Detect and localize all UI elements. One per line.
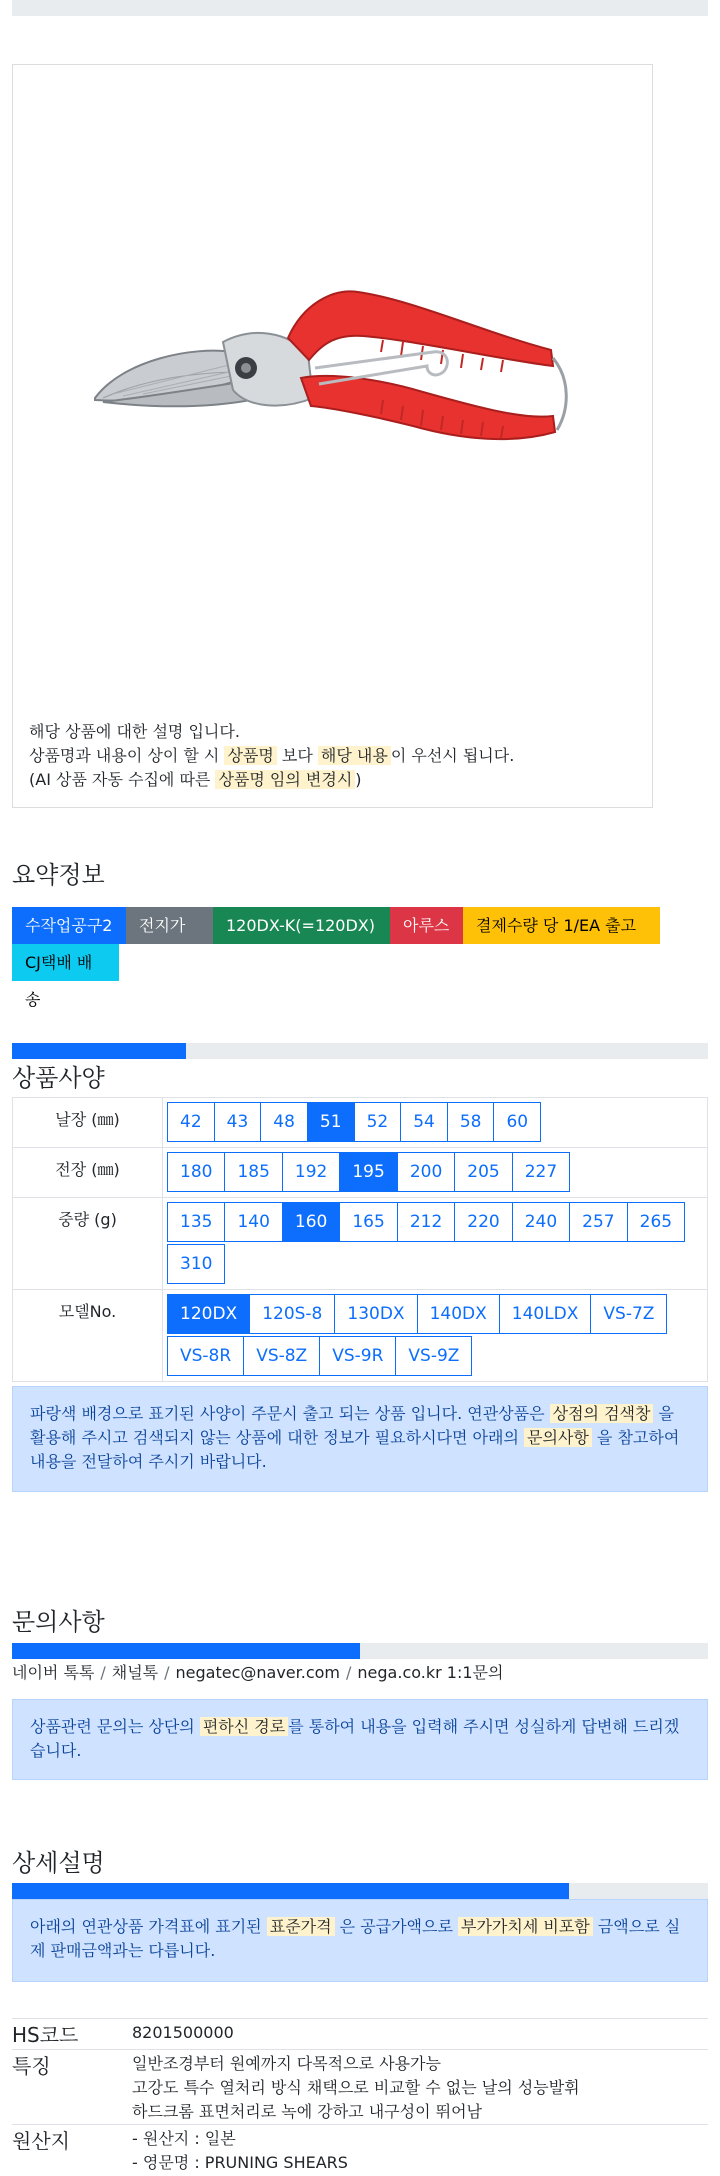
spec-option-button[interactable]: 180 [167,1152,225,1192]
spec-option-button[interactable]: 48 [260,1102,308,1142]
spec-label: 모델No. [13,1290,163,1382]
inquiry-link[interactable]: nega.co.kr 1:1문의 [357,1663,504,1682]
spec-option-button[interactable]: 120DX [167,1294,250,1334]
highlight-vat-excluded: 부가가치세 비포함 [458,1917,593,1936]
spec-option-button[interactable]: 257 [569,1202,627,1242]
product-image-card [12,64,653,808]
spec-option-button[interactable]: 43 [214,1102,262,1142]
detail-info-line: 고강도 특수 열처리 방식 채택으로 비교할 수 없는 날의 성능발휘 [132,2078,580,2097]
spec-option-button[interactable]: VS-8R [167,1336,244,1376]
detail-info-row [12,2124,708,2176]
spec-row [13,1290,708,1382]
detail-info-key: 원산지 [12,2129,70,2153]
summary-badge: 전지가위 [126,907,213,944]
breadcrumb-separator: / [164,1663,170,1682]
spec-option-button[interactable]: 200 [397,1152,455,1192]
top-progress-bar [12,0,708,16]
spec-option-button[interactable]: VS-7Z [590,1294,667,1334]
spec-table [12,1097,708,1382]
highlight-content: 해당 내용 [318,746,391,765]
highlight-inquiry: 문의사항 [524,1428,592,1447]
spec-title: 상품사양 [12,1064,105,1092]
inquiry-links [12,1660,503,1683]
spec-label: 날장 (㎜) [13,1098,163,1148]
spec-option-button[interactable]: 195 [339,1152,397,1192]
inquiry-link[interactable]: 네이버 톡톡 [12,1663,95,1682]
spec-options [163,1198,708,1290]
spec-option-button[interactable]: 51 [307,1102,355,1142]
spec-option-button[interactable]: 60 [493,1102,541,1142]
detail-progress-fill [12,1883,569,1899]
highlight-name-change: 상품명 임의 변경시 [215,770,355,789]
spec-option-button[interactable]: VS-9Z [395,1336,472,1376]
spec-option-button[interactable]: 192 [282,1152,340,1192]
detail-info-line: 하드크롬 표면처리로 녹에 강하고 내구성이 뛰어남 [132,2102,483,2121]
detail-info-line: 일반조경부터 원예까지 다목적으로 사용가능 [132,2054,441,2073]
summary-badge: CJ택배 배송 [12,944,119,981]
spec-option-button[interactable]: 54 [400,1102,448,1142]
spec-options [163,1098,708,1148]
spec-progress-bar [12,1043,708,1059]
detail-progress-bar [12,1883,708,1899]
detail-info-row [12,2049,708,2124]
spec-option-button[interactable]: 140LDX [499,1294,592,1334]
spec-label: 중량 (g) [13,1198,163,1290]
detail-info-line: - 원산지 : 일본 [132,2129,236,2148]
spec-option-button[interactable]: 120S-8 [249,1294,335,1334]
spec-option-button[interactable]: VS-9R [319,1336,396,1376]
spec-option-button[interactable]: 240 [512,1202,570,1242]
spec-option-button[interactable]: 227 [512,1152,570,1192]
spec-option-button[interactable]: 135 [167,1202,225,1242]
spec-option-button[interactable]: VS-8Z [243,1336,320,1376]
detail-info-line: - 영문명 : PRUNING SHEARS [132,2153,348,2172]
breadcrumb-separator: / [100,1663,106,1682]
spec-option-button[interactable]: 130DX [334,1294,417,1334]
detail-info-value [132,2052,580,2124]
summary-title: 요약정보 [12,861,105,889]
detail-info-key: HS코드 [12,2023,79,2047]
detail-info-row [12,2018,708,2049]
detail-info-value [132,2127,348,2175]
spec-option-button[interactable]: 212 [397,1202,455,1242]
inquiry-link[interactable]: negatec@naver.com [175,1663,341,1682]
spec-option-button[interactable]: 205 [454,1152,512,1192]
detail-title: 상세설명 [12,1849,105,1877]
summary-badge: 아루스 [390,907,463,944]
summary-badge: 120DX-K(=120DX) [213,907,390,944]
inquiry-notice: 상품관련 문의는 상단의 편하신 경로 를 통하여 내용을 입력해 주시면 성실하게 답변해 드리겠습니다. [12,1699,708,1780]
spec-options [163,1290,708,1382]
spec-option-button[interactable]: 265 [627,1202,685,1242]
detail-info-line: 8201500000 [132,2023,234,2042]
spec-option-button[interactable]: 140DX [417,1294,500,1334]
spec-row [13,1198,708,1290]
highlight-standard-price: 표준가격 [267,1917,335,1936]
detail-notice: 아래의 연관상품 가격표에 표기된 표준가격 은 공급가액으로 부가가치세 비포함 금액으로 실제 판매금액과는 다릅니다. [12,1899,708,1982]
description-line-1: 해당 상품에 대한 설명 입니다. [29,722,240,741]
spec-option-button[interactable]: 52 [354,1102,402,1142]
highlight-product-name: 상품명 [224,746,276,765]
highlight-preferred-route: 편하신 경로 [200,1717,288,1736]
inquiry-progress-bar [12,1643,708,1659]
spec-row [13,1098,708,1148]
summary-badge: 결제수량 당 1/EA 출고 [463,907,660,944]
spec-option-button[interactable]: 42 [167,1102,215,1142]
detail-info-key: 특징 [12,2054,51,2078]
breadcrumb-separator: / [346,1663,352,1682]
description-line-3: (AI 상품 자동 수집에 따른 상품명 임의 변경시 ) [29,770,362,789]
description-line-2: 상품명과 내용이 상이 할 시 상품명 보다 해당 내용 이 우선시 됩니다. [29,746,515,765]
spec-notice: 파랑색 배경으로 표기된 사양이 주문시 출고 되는 상품 입니다. 연관상품은 상점의 검색창 을 활용해 주시고 검색되지 않는 상품에 대한 정보가 필요하시다면 아래의 문의사항 을 참고하여 내용을 전달하여 주시기 바랍니다. [12,1386,708,1492]
highlight-search-box: 상점의 검색창 [550,1404,654,1423]
pruning-shears-image [83,280,583,520]
spec-option-button[interactable]: 160 [282,1202,340,1242]
spec-option-button[interactable]: 165 [339,1202,397,1242]
spec-progress-fill [12,1043,186,1059]
detail-info-value [132,2021,234,2045]
product-description [29,720,514,792]
spec-options [163,1148,708,1198]
spec-label: 전장 (㎜) [13,1148,163,1198]
inquiry-title: 문의사항 [12,1608,105,1636]
spec-option-button[interactable]: 58 [447,1102,495,1142]
summary-badge: 수작업공구2 [12,907,126,944]
spec-option-button[interactable]: 220 [454,1202,512,1242]
spec-option-button[interactable]: 140 [224,1202,282,1242]
spec-option-button[interactable]: 185 [224,1152,282,1192]
spec-option-button[interactable]: 310 [167,1244,225,1284]
spec-row [13,1148,708,1198]
inquiry-progress-fill [12,1643,360,1659]
inquiry-link[interactable]: 채널톡 [111,1663,159,1682]
